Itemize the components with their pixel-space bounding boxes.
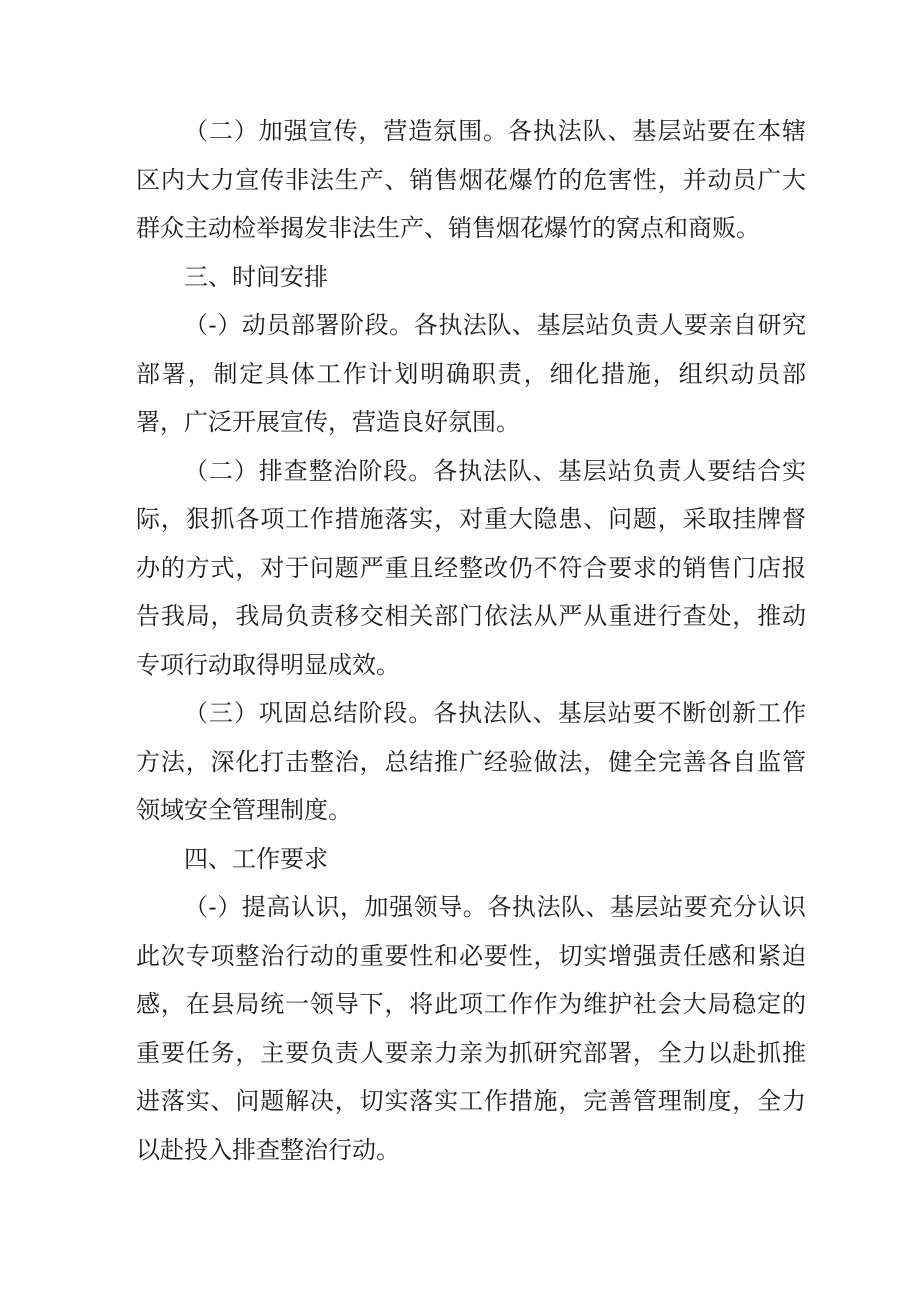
paragraph-mobilization-stage: （-）动员部署阶段。各执法队、基层站负责人要亲自研究部署，制定具体工作计划明确职责，细化措施，组织动员部署，广泛开展宣传，营造良好氛围。: [136, 311, 806, 436]
paragraph-awareness-leadership: （-）提高认识，加强领导。各执法队、基层站要充分认识此次专项整治行动的重要性和必要性，切实增强责任感和紧迫感，在县局统一领导下，将此项工作作为维护社会大局稳定的重要任务，主要负责人要亲力亲为抓研究部署，全力以赴抓推进落实、问题解决，切实落实工作措施，完善管理制度，全力以赴投入排查整治行动。: [136, 893, 806, 1164]
paragraph-consolidation-stage: （三）巩固总结阶段。各执法队、基层站要不断创新工作方法，深化打击整治，总结推广经验做法，健全完善各自监管领域安全管理制度。: [136, 699, 806, 824]
section-heading-requirements: 四、工作要求: [184, 844, 328, 873]
paragraph-publicity: （二）加强宣传，营造氛围。各执法队、基层站要在本辖区内大力宣传非法生产、销售烟花爆竹的危害性，并动员广大群众主动检举揭发非法生产、销售烟花爆竹的窝点和商贩。: [136, 117, 806, 242]
paragraph-inspection-stage: （二）排查整治阶段。各执法队、基层站负责人要结合实际，狠抓各项工作措施落实，对重大隐患、问题，采取挂牌督办的方式，对于问题严重且经整改仍不符合要求的销售门店报告我局，我局负责移交相关部门依法从严从重进行查处，推动专项行动取得明显成效。: [136, 456, 806, 679]
document-page: [136, 107, 806, 1174]
section-heading-schedule: 三、时间安排: [184, 262, 328, 291]
